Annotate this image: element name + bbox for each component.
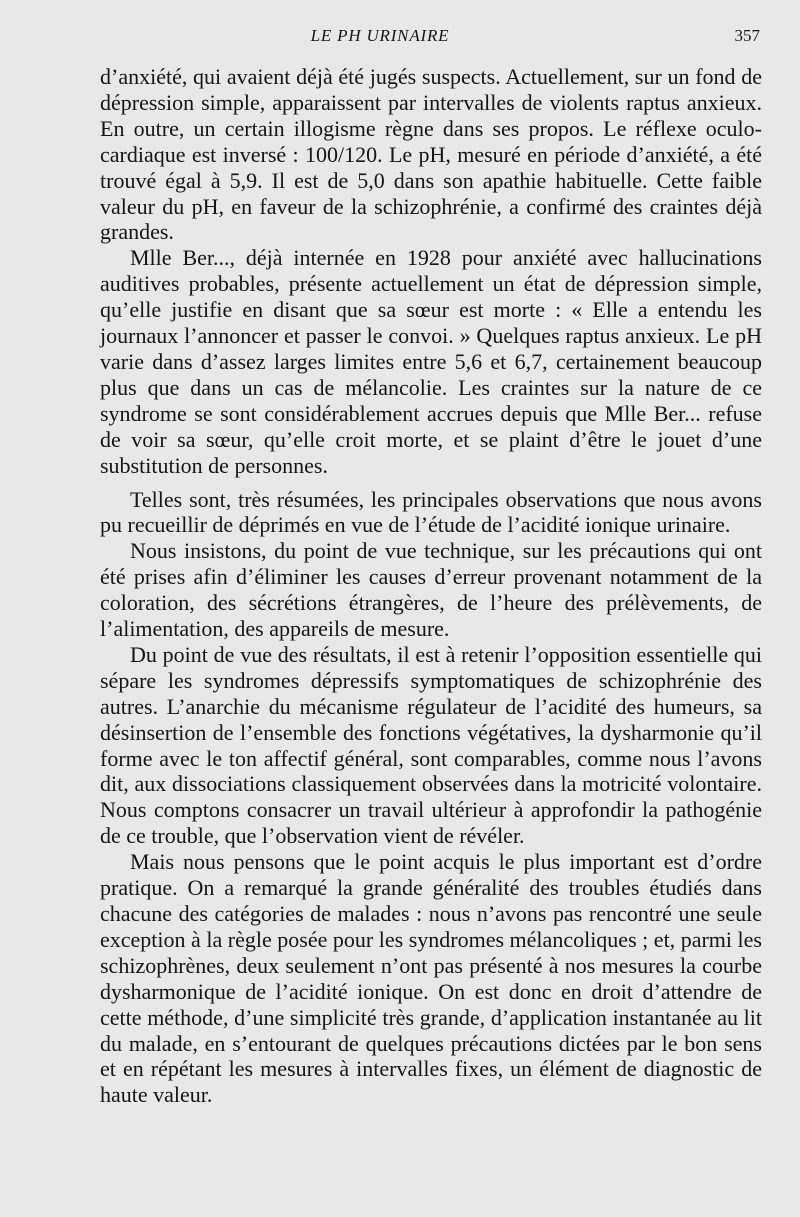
paragraph-technique: Nous insistons, du point de vue technique, sur les précautions qui ont été prises afin d’éliminer les causes d’erreur provenant notamment de la coloration, des sécrétions étrangères, de l’heure des prélèvements, de l’alimentation, des appareils de mesure. bbox=[100, 538, 762, 642]
body-text bbox=[100, 64, 762, 1108]
paragraph-practical: Mais nous pensons que le point acquis le plus important est d’ordre pratique. On a remarqué la grande généralité des troubles étudiés dans chacune des catégories de malades : nous n’avons pas rencontré une seule exception à la règle posée pour les syndromes mélancoliques ; et, parmi les schizophrènes, deux seulement n’ont pas présenté à nos mesures la courbe dysharmonique de l’acidité ionique. On est donc en droit d’attendre de cette méthode, d’une simplicité très grande, d’application instantanée au lit du malade, en s’entourant de quelques précautions dictées par le bon sens et en répétant les mesures à intervalles fixes, un élément de diagnostic de haute valeur. bbox=[100, 849, 762, 1108]
running-title: LE PH URINAIRE bbox=[310, 26, 450, 45]
page-header bbox=[100, 26, 760, 50]
paragraph-continued: d’anxiété, qui avaient déjà été jugés suspects. Actuellement, sur un fond de dépression simple, apparaissent par intervalles de violents raptus anxieux. En outre, un certain illogisme règne dans ses propos. Le réflexe oculo-cardiaque est inversé : 100/120. Le pH, mesuré en période d’anxiété, a été trouvé égal à 5,9. Il est de 5,0 dans son apathie habituelle. Cette faible valeur du pH, en faveur de la schizophrénie, a confirmé des craintes déjà grandes. bbox=[100, 64, 762, 245]
paragraph-summary: Telles sont, très résumées, les principales observations que nous avons pu recueillir de déprimés en vue de l’étude de l’acidité ionique urinaire. bbox=[100, 486, 762, 538]
page-number: 357 bbox=[734, 26, 760, 45]
paragraph-case-ber: Mlle Ber..., déjà internée en 1928 pour anxiété avec hallucinations auditives probables, présente actuellement un état de dépression simple, qu’elle justifie en disant que sa sœur est morte : « Elle a entendu les journaux l’annoncer et passer le convoi. » Quelques raptus anxieux. Le pH varie dans d’assez larges limites entre 5,6 et 6,7, certainement beaucoup plus que dans un cas de mélancolie. Les craintes sur la nature de ce syndrome se sont considérablement accrues depuis que Mlle Ber... refuse de voir sa sœur, qu’elle croit morte, et se plaint d’être le jouet d’une substitution de personnes. bbox=[100, 245, 762, 478]
paragraph-results: Du point de vue des résultats, il est à retenir l’opposition essentielle qui sépare les syndromes dépressifs symptomatiques de schizophrénie des autres. L’anarchie du mécanisme régulateur de l’acidité des humeurs, sa désinsertion de l’ensemble des fonctions végétatives, la dysharmonie qu’il forme avec le ton affectif général, sont comparables, comme nous l’avons dit, aux dissociations classiquement observées dans la motricité volontaire. Nous comptons consacrer un travail ultérieur à approfondir la pathogénie de ce trouble, que l’observation vient de révéler. bbox=[100, 641, 762, 849]
